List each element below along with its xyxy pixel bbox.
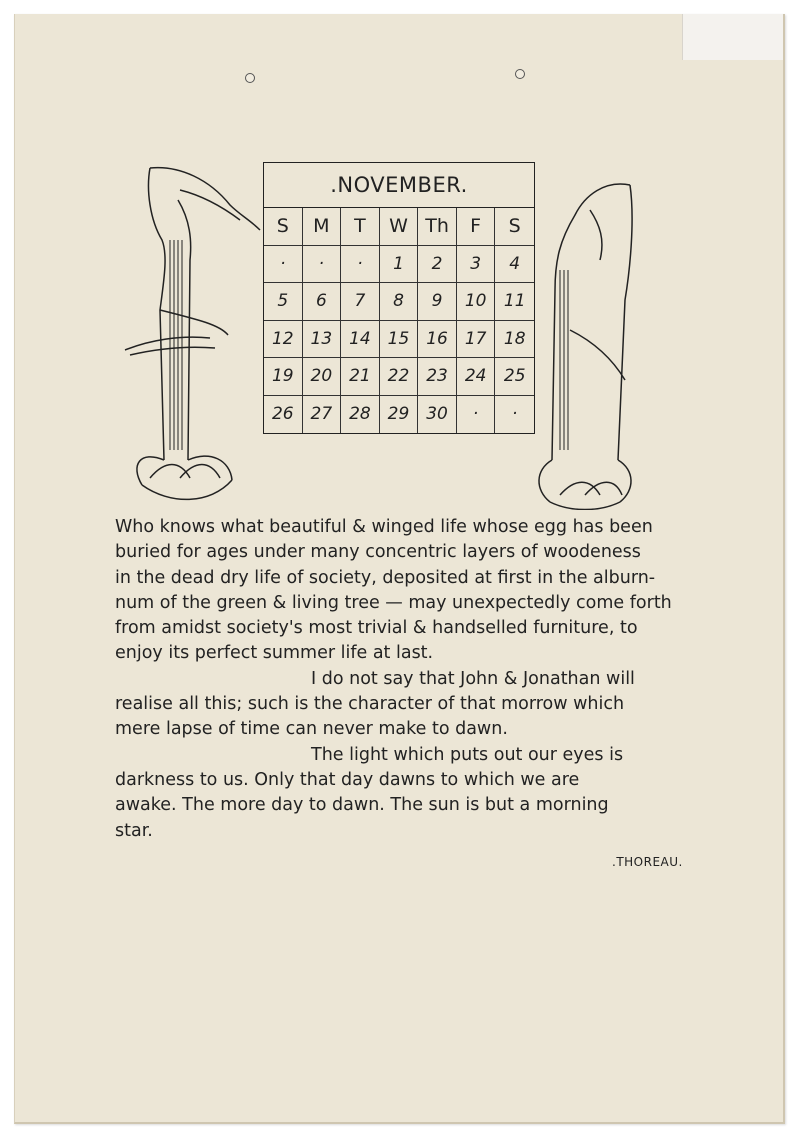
calendar-day: 15 — [380, 321, 419, 359]
calendar-day: 13 — [303, 321, 342, 359]
november-calendar — [263, 162, 535, 434]
calendar-day: 20 — [303, 358, 342, 396]
calendar-day: 24 — [457, 358, 496, 396]
calendar-day: 17 — [457, 321, 496, 359]
calendar-day: 5 — [264, 283, 303, 321]
calendar-day: · — [303, 246, 342, 284]
quote-line: darkness to us. Only that day dawns to which we are — [115, 769, 580, 790]
calendar-day: 2 — [418, 246, 457, 284]
quote-line: realise all this; such is the character of that morrow which — [115, 694, 625, 715]
calendar-weekday: M — [303, 208, 342, 246]
calendar-day: · — [264, 246, 303, 284]
calendar-grid — [264, 208, 534, 433]
quote-line: awake. The more day to dawn. The sun is but a morning — [115, 795, 609, 816]
quote-line: star. — [115, 820, 153, 841]
calendar-day: 3 — [457, 246, 496, 284]
quote-line: The light which puts out our eyes is — [311, 744, 624, 765]
calendar-weekday: W — [380, 208, 419, 246]
calendar-day: · — [512, 404, 518, 425]
hanging-hole-left — [245, 73, 255, 83]
quote-line: num of the green & living tree — may unexpectedly come forth — [115, 592, 672, 613]
quote-line: Who knows what beautiful & winged life whose egg has been — [115, 517, 653, 537]
calendar-day: 19 — [264, 358, 303, 396]
quote-line: from amidst society's most trivial & handselled furniture, to — [115, 618, 638, 639]
calendar-day: 18 — [495, 321, 534, 359]
calendar-day: 1 — [380, 246, 419, 284]
calendar-day: 21 — [341, 358, 380, 396]
calendar-day: · — [341, 246, 380, 284]
calendar-day: 26 — [264, 396, 303, 434]
calendar-day: 4 — [495, 246, 534, 284]
calendar-day: 7 — [341, 283, 380, 321]
calendar-day: 10 — [457, 283, 496, 321]
quote-line: enjoy its perfect summer life at last. — [115, 643, 434, 664]
quote-line: I do not say that John & Jonathan will — [311, 668, 635, 689]
quote-line: in the dead dry life of society, deposited at first in the alburn- — [115, 567, 656, 588]
calendar-day: 29 — [380, 396, 419, 434]
calendar-day: 28 — [341, 396, 380, 434]
page-tab-corner — [682, 14, 783, 60]
calendar-day: 6 — [303, 283, 342, 321]
calendar-day: 22 — [380, 358, 419, 396]
calendar-day: 8 — [380, 283, 419, 321]
calendar-day: 23 — [418, 358, 457, 396]
calendar-day: 27 — [303, 396, 342, 434]
attribution: .THOREAU. — [612, 855, 683, 869]
right-figure-illustration — [530, 180, 640, 510]
calendar-day: 9 — [418, 283, 457, 321]
calendar-weekday: T — [341, 208, 380, 246]
calendar-title: .NOVEMBER. — [264, 163, 534, 208]
thoreau-quote — [115, 515, 695, 844]
hanging-hole-right — [515, 69, 525, 79]
calendar-day: 16 — [418, 321, 457, 359]
calendar-day: · — [457, 396, 496, 434]
calendar-day: 11 — [495, 283, 534, 321]
calendar-weekday: F — [457, 208, 496, 246]
calendar-weekday: S — [264, 208, 303, 246]
calendar-day: 25 — [495, 358, 534, 396]
calendar-day: 12 — [264, 321, 303, 359]
calendar-day: 30 — [418, 396, 457, 434]
calendar-weekday: S — [495, 208, 534, 246]
quote-line: mere lapse of time can never make to dawn. — [115, 719, 508, 740]
calendar-day: 14 — [341, 321, 380, 359]
left-figure-illustration — [120, 160, 270, 510]
calendar-weekday: Th — [418, 208, 457, 246]
quote-line: buried for ages under many concentric layers of woodeness — [115, 542, 641, 563]
